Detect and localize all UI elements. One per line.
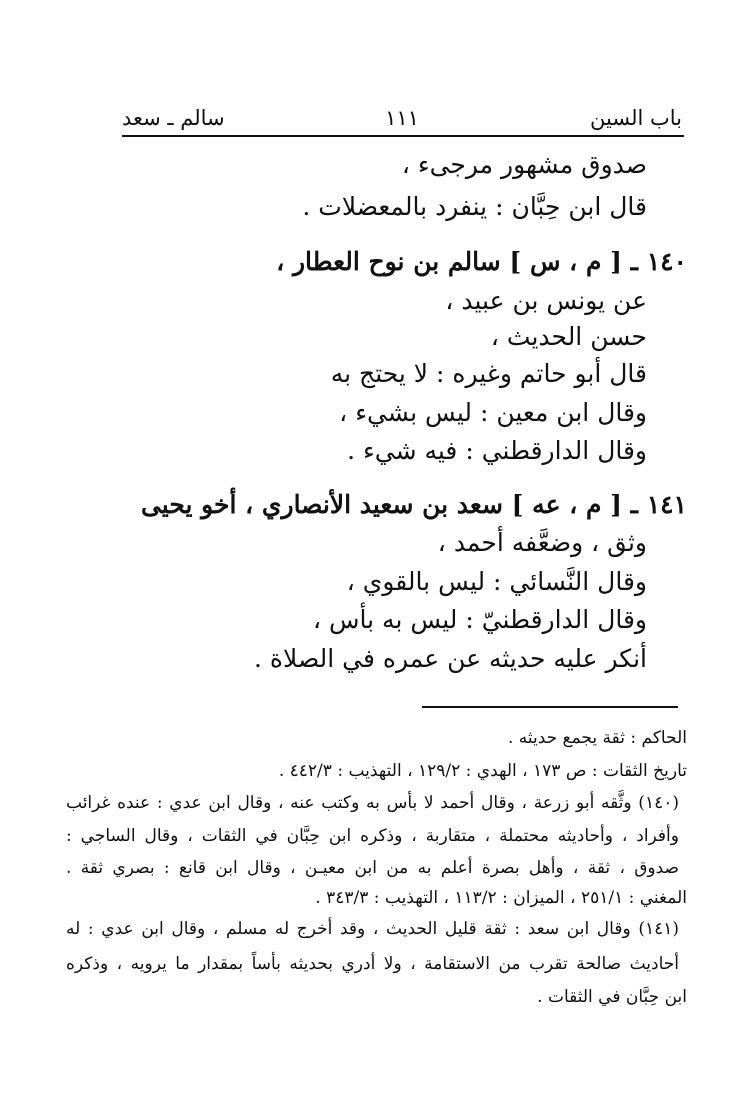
footnote-141-line: (١٤١) وقال ابن سعد : ثقة قليل الحديث ، وقد أخرج له مسلم ، وقال ابن عدي : له (66, 919, 679, 939)
footnote-141-line: ابن حِبَّان في الثقات . (537, 987, 687, 1007)
footnote-140-line: (١٤٠) وثَّقه أبو زرعة ، وقال أحمد لا بأس به وكتب عنه ، وقال ابن عدي : عنده غرائب (66, 793, 679, 813)
footnote-140-line: وأفراد ، وأحاديثه محتملة ، متقاربة ، وذكره ابن حِبَّان في الثقات ، وقال الساجي : (66, 826, 679, 846)
entry-141-line: وقال النَّسائي : ليس بالقوي ، (346, 567, 647, 596)
section-title: سالم ـ سعد (122, 106, 225, 130)
footnote-140-line: المغني : ٢٥١/١ ، الميزان : ١١٣/٢ ، التهذيب : ٣٤٣/٣ . (315, 888, 687, 908)
footnote-140-line: صدوق ، ثقة ، وأهل بصرة أعلم به من ابن معيـن ، وقال ابن قانع : بصري ثقة . (66, 858, 679, 878)
entry-141-title: ١٤١ ـ [ م ، عه ] سعد بن سعيد الأنصاري ، أخو يحيى (140, 490, 687, 519)
entry-140-title: ١٤٠ ـ [ م ، س ] سالم بن نوح العطار ، (276, 247, 687, 276)
chapter-title: باب السين (590, 106, 682, 130)
entry-140-line: وقال الدارقطني : فيه شيء . (347, 436, 647, 465)
entry-140-line: عن يونس بن عبيد ، (445, 286, 647, 315)
entry-141-line: وثق ، وضعَّفه أحمد ، (437, 528, 647, 557)
main-text-line: قال ابن حِبَّان : ينفرد بالمعضلات . (302, 192, 647, 221)
footnote-line: الحاكم : ثقة يجمع حديثه . (507, 728, 687, 748)
running-header (122, 104, 682, 132)
footnote-141-line: أحاديث صالحة تقرب من الاستقامة ، ولا أدري بحديثه بأساً بمقدار ما يرويه ، وذكره (66, 954, 679, 974)
main-text-line: صدوق مشهور مرجىء ، (401, 150, 647, 179)
footnote-line: تاريخ الثقات : ص ١٧٣ ، الهدي : ١٢٩/٢ ، التهذيب : ٤٤٢/٣ . (278, 761, 687, 781)
entry-140-line: حسن الحديث ، (490, 322, 647, 351)
entry-141-line: وقال الدارقطنيّ : ليس به بأس ، (312, 605, 647, 634)
header-rule (122, 135, 684, 137)
entry-141-line: أنكر عليه حديثه عن عمره في الصلاة . (254, 644, 647, 673)
page-number: ١١١ (385, 106, 419, 130)
footnote-rule (422, 706, 678, 708)
entry-140-line: قال أبو حاتم وغيره : لا يحتج به (330, 359, 647, 388)
entry-140-line: وقال ابن معين : ليس بشيء ، (339, 398, 647, 427)
